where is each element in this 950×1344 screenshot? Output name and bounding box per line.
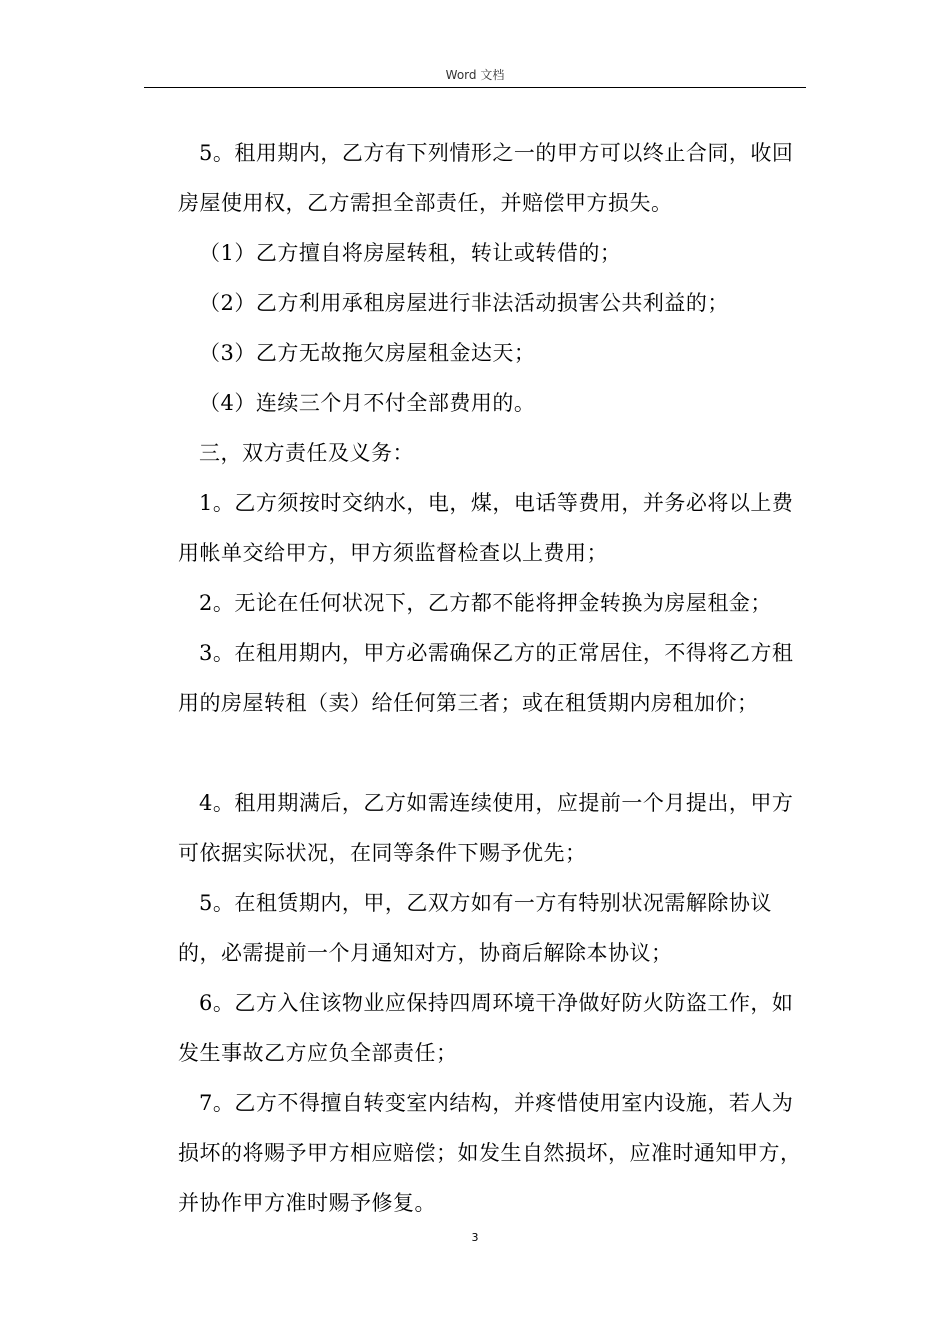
paragraph-duty-5: 5。在租赁期内，甲，乙双方如有一方有特别状况需解除协议的，必需提前一个月通知对方，协商后解除本协议； xyxy=(178,891,772,965)
paragraph-duty-4: 4。租用期满后，乙方如需连续使用，应提前一个月提出，甲方可依据实际状况，在同等条件下赐予优先； xyxy=(178,791,794,865)
paragraph-duty-6: 6。乙方入住该物业应保持四周环境干净做好防火防盗工作，如发生事故乙方应负全部责任； xyxy=(178,991,794,1065)
paragraph-item-1: （1）乙方擅自将房屋转租，转让或转借的； xyxy=(199,241,622,265)
header-divider xyxy=(144,87,806,88)
paragraph-item-3: （3）乙方无故拖欠房屋租金达天； xyxy=(199,341,536,365)
paragraph-termination-clause: 5。租用期内，乙方有下列情形之一的甲方可以终止合同，收回房屋使用权，乙方需担全部责任，并赔偿甲方损失。 xyxy=(178,141,794,215)
section-heading-duties: 三，双方责任及义务： xyxy=(199,441,414,465)
page-number: 3 xyxy=(471,1231,479,1244)
paragraph-duty-2: 2。无论在任何状况下，乙方都不能将押金转换为房屋租金； xyxy=(199,591,772,615)
blank-line xyxy=(178,728,802,778)
paragraph-duty-7: 7。乙方不得擅自转变室内结构，并疼惜使用室内设施，若人为损坏的将赐予甲方相应赔偿；如发生自然损坏，应准时通知甲方，并协作甲方准时赐予修复。 xyxy=(178,1091,802,1215)
paragraph-duty-3: 3。在租用期内，甲方必需确保乙方的正常居住，不得将乙方租用的房屋转租（卖）给任何第三者；或在租赁期内房租加价； xyxy=(178,641,794,715)
paragraph-item-4: （4）连续三个月不付全部费用的。 xyxy=(199,391,536,415)
paragraph-item-2: （2）乙方利用承租房屋进行非法活动损害公共利益的； xyxy=(199,291,729,315)
document-body xyxy=(178,128,802,1228)
page-header-title: Word 文档 xyxy=(445,68,505,82)
paragraph-duty-1: 1。乙方须按时交纳水，电，煤，电话等费用，并务必将以上费用帐单交给甲方，甲方须监督检查以上费用； xyxy=(178,491,794,565)
